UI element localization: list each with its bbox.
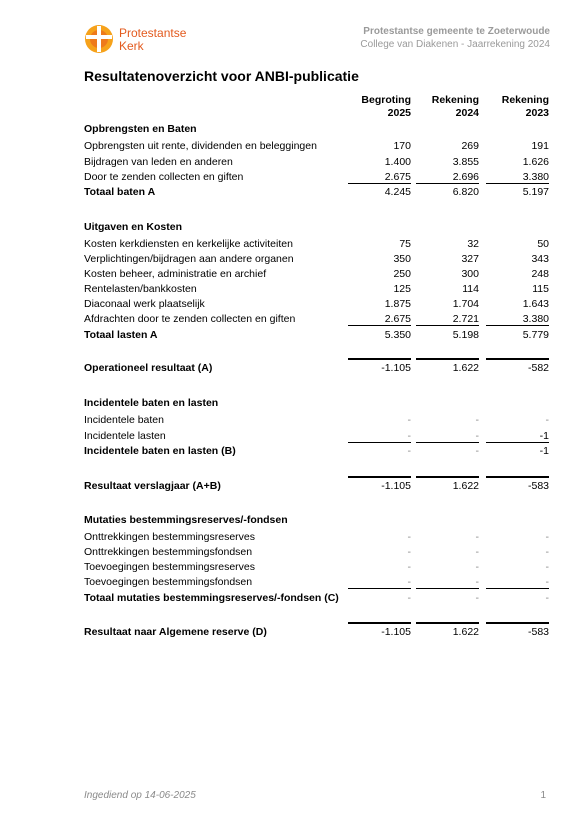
cell-rekening-2023: -583 <box>486 476 549 492</box>
row-label: Totaal baten A <box>84 186 156 198</box>
church-logo <box>84 24 204 58</box>
cell-begroting-2025: 170 <box>393 140 411 152</box>
table-row <box>84 298 554 312</box>
cell-rekening-2024: 32 <box>467 238 479 250</box>
total-row <box>84 445 554 459</box>
cell-rekening-2024: 3.855 <box>452 156 479 168</box>
cell-rekening-2024: 269 <box>461 140 479 152</box>
column-header-year: 2024 <box>455 107 479 119</box>
cell-rekening-2023: 343 <box>531 253 549 265</box>
cell-rekening-2023: -1 <box>539 445 549 457</box>
row-label: Verplichtingen/bijdragen aan andere organen <box>84 253 294 265</box>
cell-begroting-2025: 1.400 <box>384 156 411 168</box>
cell-rekening-2024: - <box>416 576 479 589</box>
column-header-label: Rekening <box>501 94 549 106</box>
row-label: Rentelasten/bankkosten <box>84 283 197 295</box>
section-heading <box>84 397 554 411</box>
submission-date: Ingediend op 14-06-2025 <box>84 790 196 801</box>
column-header-rekening-2023 <box>489 94 549 120</box>
column-header-year: 2023 <box>525 107 549 119</box>
cell-rekening-2024: 327 <box>461 253 479 265</box>
row-label: Uitgaven en Kosten <box>84 221 183 233</box>
cell-rekening-2023: - <box>545 592 549 604</box>
column-header-label: Rekening <box>431 94 479 106</box>
cell-rekening-2023: 115 <box>532 283 549 295</box>
table-row <box>84 140 554 154</box>
cell-rekening-2023: 191 <box>531 140 549 152</box>
cell-rekening-2024: - <box>475 531 479 543</box>
row-label: Toevoegingen bestemmingsfondsen <box>84 576 253 588</box>
cell-rekening-2023: 1.626 <box>522 156 549 168</box>
cell-begroting-2025: -1.105 <box>348 476 411 492</box>
organization-name: Protestantse gemeente te Zoeterwoude <box>363 26 550 37</box>
cell-rekening-2024: - <box>416 430 479 443</box>
document-subtitle: College van Diakenen - Jaarrekening 2024 <box>360 39 550 50</box>
cell-rekening-2023: 248 <box>531 268 549 280</box>
table-row <box>84 576 554 590</box>
row-label: Totaal lasten A <box>84 329 158 341</box>
row-label: Bijdragen van leden en anderen <box>84 156 233 168</box>
cell-rekening-2023: - <box>545 531 549 543</box>
table-row <box>84 171 554 185</box>
cell-begroting-2025: - <box>407 445 411 457</box>
logo-line-2: Kerk <box>119 39 144 53</box>
cell-rekening-2024: 2.696 <box>416 171 479 184</box>
total-row <box>84 592 554 606</box>
cell-rekening-2023: -1 <box>486 430 549 443</box>
total-row <box>84 186 554 200</box>
row-label: Kosten kerkdiensten en kerkelijke activiteiten <box>84 238 293 250</box>
page-number: 1 <box>540 790 546 801</box>
table-row <box>84 156 554 170</box>
cell-begroting-2025: 1.875 <box>384 298 411 310</box>
cell-begroting-2025: -1.105 <box>348 358 411 374</box>
table-row <box>84 238 554 252</box>
cell-begroting-2025: - <box>348 430 411 443</box>
cell-rekening-2023: - <box>545 414 549 426</box>
cell-begroting-2025: 75 <box>399 238 411 250</box>
cell-rekening-2023: - <box>545 561 549 573</box>
cell-begroting-2025: 5.350 <box>384 329 411 341</box>
row-label: Opbrengsten uit rente, dividenden en beleggingen <box>84 140 317 152</box>
cell-rekening-2023: 1.643 <box>522 298 549 310</box>
cell-begroting-2025: 4.245 <box>384 186 411 198</box>
cell-rekening-2024: - <box>475 546 479 558</box>
cell-rekening-2023: 5.197 <box>522 186 549 198</box>
cell-rekening-2024: 114 <box>462 283 479 295</box>
cell-rekening-2024: - <box>475 414 479 426</box>
row-label: Onttrekkingen bestemmingsfondsen <box>84 546 253 558</box>
row-label: Resultaat verslagjaar (A+B) <box>84 480 221 492</box>
cell-begroting-2025: 350 <box>393 253 411 265</box>
table-row <box>84 531 554 545</box>
cell-begroting-2025: 2.675 <box>348 313 411 326</box>
row-label: Mutaties bestemmingsreserves/-fondsen <box>84 514 288 526</box>
section-heading <box>84 221 554 235</box>
row-label: Totaal mutaties bestemmingsreserves/-fondsen (C) <box>84 592 339 604</box>
row-label: Operationeel resultaat (A) <box>84 362 213 374</box>
cell-rekening-2024: 1.704 <box>452 298 479 310</box>
table-row <box>84 283 554 297</box>
row-label: Opbrengsten en Baten <box>84 123 197 135</box>
cell-rekening-2023: 3.380 <box>486 313 549 326</box>
cell-rekening-2024: - <box>475 561 479 573</box>
cell-begroting-2025: - <box>407 414 411 426</box>
row-label: Incidentele lasten <box>84 430 166 442</box>
total-row <box>84 362 554 376</box>
cell-begroting-2025: 250 <box>393 268 411 280</box>
page-title: Resultatenoverzicht voor ANBI-publicatie <box>84 68 359 84</box>
cell-begroting-2025: - <box>407 531 411 543</box>
table-row <box>84 414 554 428</box>
cell-rekening-2023: 50 <box>537 238 549 250</box>
total-row <box>84 480 554 494</box>
cell-begroting-2025: - <box>348 576 411 589</box>
section-heading <box>84 514 554 528</box>
cell-begroting-2025: 125 <box>393 283 411 295</box>
cell-rekening-2023: 3.380 <box>486 171 549 184</box>
cell-begroting-2025: 2.675 <box>348 171 411 184</box>
row-label: Diaconaal werk plaatselijk <box>84 298 205 310</box>
row-label: Door te zenden collecten en giften <box>84 171 244 183</box>
logo-wordmark <box>119 27 186 53</box>
cell-begroting-2025: - <box>407 561 411 573</box>
row-label: Incidentele baten en lasten (B) <box>84 445 236 457</box>
cell-rekening-2023: -582 <box>486 358 549 374</box>
column-header-label: Begroting <box>361 94 411 106</box>
cell-rekening-2024: 1.622 <box>416 622 479 638</box>
row-label: Incidentele baten <box>84 414 164 426</box>
row-label: Afdrachten door te zenden collecten en giften <box>84 313 296 325</box>
table-row <box>84 268 554 282</box>
cell-rekening-2024: 300 <box>461 268 479 280</box>
cell-rekening-2024: - <box>475 592 479 604</box>
cell-rekening-2024: 1.622 <box>416 476 479 492</box>
cell-begroting-2025: - <box>407 592 411 604</box>
column-header-rekening-2024 <box>419 94 479 120</box>
column-header-year: 2025 <box>387 107 411 119</box>
table-row <box>84 430 554 444</box>
total-row <box>84 329 554 343</box>
row-label: Incidentele baten en lasten <box>84 397 219 409</box>
table-row <box>84 546 554 560</box>
cell-rekening-2024: 5.198 <box>452 329 479 341</box>
document-header <box>360 25 550 51</box>
cell-begroting-2025: - <box>407 546 411 558</box>
cell-rekening-2024: 6.820 <box>452 186 479 198</box>
row-label: Resultaat naar Algemene reserve (D) <box>84 626 267 638</box>
section-heading <box>84 123 554 137</box>
cell-rekening-2024: 1.622 <box>416 358 479 374</box>
total-row <box>84 626 554 640</box>
table-row <box>84 313 554 327</box>
cell-rekening-2024: 2.721 <box>416 313 479 326</box>
row-label: Toevoegingen bestemmingsreserves <box>84 561 256 573</box>
column-header-begroting-2025 <box>351 94 411 120</box>
logo-line-1: Protestantse <box>119 26 187 40</box>
cell-begroting-2025: -1.105 <box>348 622 411 638</box>
cell-rekening-2023: 5.779 <box>522 329 549 341</box>
row-label: Onttrekkingen bestemmingsreserves <box>84 531 255 543</box>
cell-rekening-2024: - <box>475 445 479 457</box>
church-logo-icon <box>84 24 114 54</box>
cell-rekening-2023: -583 <box>486 622 549 638</box>
table-row <box>84 561 554 575</box>
row-label: Kosten beheer, administratie en archief <box>84 268 267 280</box>
cell-rekening-2023: - <box>486 576 549 589</box>
table-row <box>84 253 554 267</box>
cell-rekening-2023: - <box>545 546 549 558</box>
